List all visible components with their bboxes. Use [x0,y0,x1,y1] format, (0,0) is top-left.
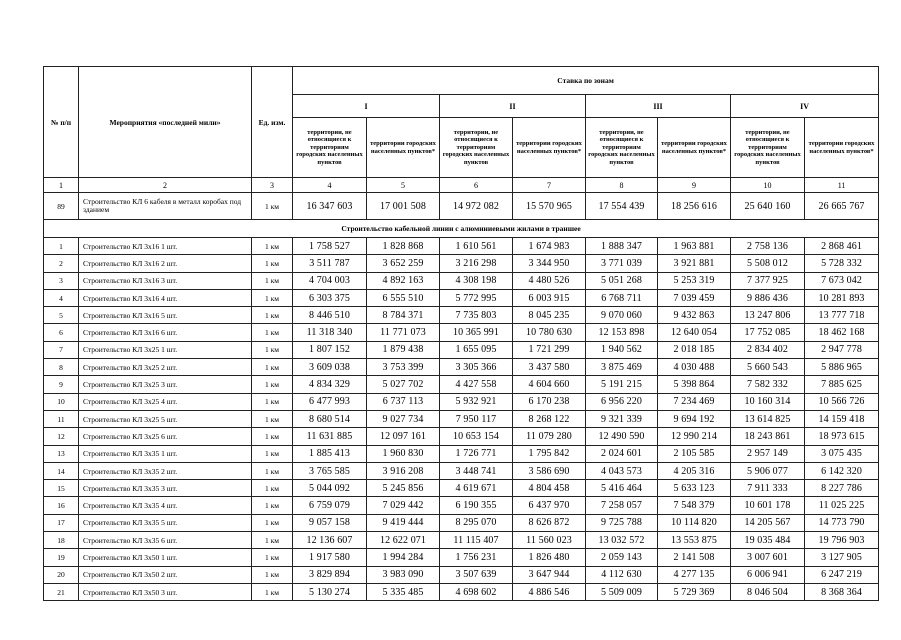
row-value: 26 665 767 [805,193,879,220]
row-number: 14 [44,462,79,479]
row-value: 1 807 152 [293,341,367,358]
row-value: 6 737 113 [367,393,440,410]
row-value: 11 771 073 [367,324,440,341]
row-number: 1 [44,238,79,255]
row-value: 14 972 082 [440,193,513,220]
row-unit: 1 км [252,193,293,220]
row-value: 18 243 861 [731,428,805,445]
row-value: 10 653 154 [440,428,513,445]
table-row [44,307,879,324]
row-measure-name: Строительство КЛ 3х16 3 шт. [79,272,252,289]
row-value: 8 368 364 [805,583,879,600]
row-value: 3 075 435 [805,445,879,462]
row-number: 12 [44,428,79,445]
row-unit: 1 км [252,410,293,427]
row-value: 11 025 225 [805,497,879,514]
row-value: 19 796 903 [805,532,879,549]
row-unit: 1 км [252,583,293,600]
row-value: 3 753 399 [367,359,440,376]
row-value: 10 365 991 [440,324,513,341]
row-value: 11 631 885 [293,428,367,445]
row-value: 6 477 993 [293,393,367,410]
zone-header-2: II [440,95,586,118]
table-row [44,583,879,600]
row-value: 2 947 778 [805,341,879,358]
row-measure-name: Строительство КЛ 3х50 3 шт. [79,583,252,600]
table-row [44,341,879,358]
row-value: 7 548 379 [658,497,731,514]
row-unit: 1 км [252,272,293,289]
row-value: 5 416 464 [586,480,658,497]
row-number: 21 [44,583,79,600]
row-value: 4 480 526 [513,272,586,289]
row-value: 11 318 340 [293,324,367,341]
row-value: 9 057 158 [293,514,367,531]
column-number: 9 [658,178,731,193]
row-value: 6 437 970 [513,497,586,514]
row-number: 5 [44,307,79,324]
row-value: 1 721 299 [513,341,586,358]
row-value: 4 704 003 [293,272,367,289]
row-measure-name: Строительство КЛ 3х16 2 шт. [79,255,252,272]
subheader-outside-zone-3: территории, не относящиеся к территориям городских населенных пунктов [586,118,658,178]
row-value: 8 295 070 [440,514,513,531]
row-value: 13 247 806 [731,307,805,324]
row-value: 7 377 925 [731,272,805,289]
row-value: 2 957 149 [731,445,805,462]
row-value: 9 321 339 [586,410,658,427]
row-value: 12 640 054 [658,324,731,341]
row-value: 9 432 863 [658,307,731,324]
subheader-urban-zone-2: территории городских населенных пунктов* [513,118,586,178]
row-unit: 1 км [252,255,293,272]
row-value: 3 507 639 [440,566,513,583]
row-number: 2 [44,255,79,272]
table-row [44,324,879,341]
row-value: 3 652 259 [367,255,440,272]
subheader-outside-zone-1: территории, не относящиеся к территориям городских населенных пунктов [293,118,367,178]
row-value: 1 940 562 [586,341,658,358]
column-number-row [44,178,879,193]
column-number: 2 [79,178,252,193]
row-value: 6 142 320 [805,462,879,479]
row-value: 1 758 527 [293,238,367,255]
row-value: 4 619 671 [440,480,513,497]
table-row [44,410,879,427]
column-number: 7 [513,178,586,193]
row-number: 3 [44,272,79,289]
column-number: 3 [252,178,293,193]
row-value: 1 610 561 [440,238,513,255]
row-value: 3 586 690 [513,462,586,479]
row-value: 1 726 771 [440,445,513,462]
table-row [44,462,879,479]
row-value: 6 003 915 [513,289,586,306]
row-value: 17 554 439 [586,193,658,220]
row-measure-name: Строительство КЛ 3х50 2 шт. [79,566,252,583]
row-value: 2 834 402 [731,341,805,358]
row-value: 4 804 458 [513,480,586,497]
row-value: 1 994 284 [367,549,440,566]
column-number: 1 [44,178,79,193]
row-value: 12 622 071 [367,532,440,549]
zone-header-4: IV [731,95,879,118]
row-value: 6 555 510 [367,289,440,306]
table-row [44,549,879,566]
row-value: 1 917 580 [293,549,367,566]
row-value: 1 826 480 [513,549,586,566]
column-number: 6 [440,178,513,193]
row-value: 7 911 333 [731,480,805,497]
row-measure-name: Строительство КЛ 3х25 3 шт. [79,376,252,393]
row-value: 1 885 413 [293,445,367,462]
row-value: 5 772 995 [440,289,513,306]
row-value: 2 024 601 [586,445,658,462]
row-value: 13 032 572 [586,532,658,549]
row-value: 19 035 484 [731,532,805,549]
row-value: 5 051 268 [586,272,658,289]
row-value: 6 759 079 [293,497,367,514]
row-value: 3 007 601 [731,549,805,566]
table-row [44,289,879,306]
row-value: 3 647 944 [513,566,586,583]
row-value: 4 112 630 [586,566,658,583]
tariff-table [43,66,879,601]
row-value: 1 888 347 [586,238,658,255]
row-value: 5 130 274 [293,583,367,600]
row-value: 12 136 607 [293,532,367,549]
table-row [44,272,879,289]
table-row [44,238,879,255]
row-unit: 1 км [252,341,293,358]
row-value: 14 159 418 [805,410,879,427]
row-value: 4 892 163 [367,272,440,289]
row-number: 8 [44,359,79,376]
row-value: 1 655 095 [440,341,513,358]
row-value: 1 795 842 [513,445,586,462]
row-value: 2 059 143 [586,549,658,566]
row-measure-name: Строительство КЛ 3х35 5 шт. [79,514,252,531]
column-number: 11 [805,178,879,193]
row-measure-name: Строительство КЛ 3х25 5 шт. [79,410,252,427]
row-measure-name: Строительство КЛ 3х35 3 шт. [79,480,252,497]
row-number: 9 [44,376,79,393]
row-value: 10 601 178 [731,497,805,514]
row-measure-name: Строительство КЛ 3х16 6 шт. [79,324,252,341]
row-value: 6 303 375 [293,289,367,306]
row-measure-name: Строительство КЛ 6 кабеля в металл коробах под зданием [79,193,252,220]
header-measures: Мероприятия «последней мили» [79,67,252,178]
row-value: 1 963 881 [658,238,731,255]
row-unit: 1 км [252,532,293,549]
row-number: 4 [44,289,79,306]
row-value: 9 027 734 [367,410,440,427]
row-value: 3 765 585 [293,462,367,479]
row-value: 8 626 872 [513,514,586,531]
row-number: 20 [44,566,79,583]
table-row [44,393,879,410]
row-measure-name: Строительство КЛ 3х35 4 шт. [79,497,252,514]
table-row [44,428,879,445]
row-value: 5 886 965 [805,359,879,376]
row-unit: 1 км [252,480,293,497]
row-value: 8 784 371 [367,307,440,324]
row-value: 3 916 208 [367,462,440,479]
row-value: 12 990 214 [658,428,731,445]
row-value: 3 771 039 [586,255,658,272]
row-unit: 1 км [252,238,293,255]
row-value: 11 560 023 [513,532,586,549]
row-number: 6 [44,324,79,341]
row-value: 7 234 469 [658,393,731,410]
row-value: 5 335 485 [367,583,440,600]
row-value: 6 006 941 [731,566,805,583]
row-measure-name: Строительство КЛ 3х25 2 шт. [79,359,252,376]
row-value: 9 070 060 [586,307,658,324]
row-value: 17 001 508 [367,193,440,220]
row-unit: 1 км [252,428,293,445]
row-value: 13 553 875 [658,532,731,549]
row-value: 7 582 332 [731,376,805,393]
header-unit: Ед. изм. [252,67,293,178]
table-row [44,497,879,514]
row-value: 25 640 160 [731,193,805,220]
row-value: 7 950 117 [440,410,513,427]
row-value: 5 633 123 [658,480,731,497]
row-value: 16 347 603 [293,193,367,220]
row-value: 5 253 319 [658,272,731,289]
column-number: 8 [586,178,658,193]
row-value: 6 190 355 [440,497,513,514]
row-unit: 1 км [252,497,293,514]
row-value: 17 752 085 [731,324,805,341]
subheader-outside-zone-4: территории, не относящиеся к территориям городских населенных пунктов [731,118,805,178]
row-value: 5 191 215 [586,376,658,393]
row-value: 1 960 830 [367,445,440,462]
row-unit: 1 км [252,514,293,531]
row-value: 14 205 567 [731,514,805,531]
row-value: 10 566 726 [805,393,879,410]
row-value: 5 027 702 [367,376,440,393]
row-unit: 1 км [252,289,293,306]
row-value: 7 885 625 [805,376,879,393]
row-value: 8 680 514 [293,410,367,427]
row-value: 3 829 894 [293,566,367,583]
row-value: 1 674 983 [513,238,586,255]
row-value: 10 780 630 [513,324,586,341]
subheader-outside-zone-2: территории, не относящиеся к территориям городских населенных пунктов [440,118,513,178]
row-value: 13 614 825 [731,410,805,427]
row-value: 18 462 168 [805,324,879,341]
column-number: 5 [367,178,440,193]
row-value: 3 448 741 [440,462,513,479]
row-value: 2 141 508 [658,549,731,566]
row-value: 3 921 881 [658,255,731,272]
row-value: 15 570 965 [513,193,586,220]
column-number: 10 [731,178,805,193]
row-value: 5 508 012 [731,255,805,272]
row-value: 2 105 585 [658,445,731,462]
row-value: 1 879 438 [367,341,440,358]
row-measure-name: Строительство КЛ 3х25 4 шт. [79,393,252,410]
row-value: 3 437 580 [513,359,586,376]
row-value: 3 875 469 [586,359,658,376]
row-number: 11 [44,410,79,427]
row-value: 3 216 298 [440,255,513,272]
row-value: 7 039 459 [658,289,731,306]
row-number: 7 [44,341,79,358]
row-value: 7 673 042 [805,272,879,289]
row-value: 3 127 905 [805,549,879,566]
row-value: 5 729 369 [658,583,731,600]
row-value: 8 046 504 [731,583,805,600]
row-value: 2 758 136 [731,238,805,255]
row-value: 2 018 185 [658,341,731,358]
row-value: 4 698 602 [440,583,513,600]
row-value: 5 398 864 [658,376,731,393]
row-measure-name: Строительство КЛ 3х16 1 шт. [79,238,252,255]
row-unit: 1 км [252,393,293,410]
header-number: № п/п [44,67,79,178]
row-value: 18 973 615 [805,428,879,445]
section-title: Строительство кабельной линии с алюминиевыми жилами в траншее [44,220,879,238]
row-value: 6 247 219 [805,566,879,583]
subheader-urban-zone-3: территории городских населенных пунктов* [658,118,731,178]
row-unit: 1 км [252,566,293,583]
row-value: 1 756 231 [440,549,513,566]
row-value: 10 114 820 [658,514,731,531]
table-row [44,532,879,549]
row-value: 4 427 558 [440,376,513,393]
subheader-urban-zone-1: территории городских населенных пунктов* [367,118,440,178]
row-measure-name: Строительство КЛ 3х35 2 шт. [79,462,252,479]
row-measure-name: Строительство КЛ 3х25 6 шт. [79,428,252,445]
row-value: 13 777 718 [805,307,879,324]
row-value: 3 511 787 [293,255,367,272]
row-measure-name: Строительство КЛ 3х50 1 шт. [79,549,252,566]
subheader-urban-zone-4: территории городских населенных пунктов* [805,118,879,178]
row-value: 4 030 488 [658,359,731,376]
row-unit: 1 км [252,462,293,479]
table-row [44,376,879,393]
row-value: 5 728 332 [805,255,879,272]
row-value: 14 773 790 [805,514,879,531]
row-value: 8 268 122 [513,410,586,427]
row-value: 12 490 590 [586,428,658,445]
row-measure-name: Строительство КЛ 3х35 1 шт. [79,445,252,462]
row-value: 9 886 436 [731,289,805,306]
row-unit: 1 км [252,549,293,566]
row-value: 4 277 135 [658,566,731,583]
row-value: 3 305 366 [440,359,513,376]
column-number: 4 [293,178,367,193]
row-value: 5 044 092 [293,480,367,497]
table-row [44,514,879,531]
row-number: 16 [44,497,79,514]
row-value: 4 886 546 [513,583,586,600]
row-value: 4 205 316 [658,462,731,479]
row-number: 89 [44,193,79,220]
table-row [44,480,879,497]
row-value: 7 735 803 [440,307,513,324]
row-value: 6 170 238 [513,393,586,410]
row-unit: 1 км [252,324,293,341]
row-value: 6 956 220 [586,393,658,410]
zone-header-3: III [586,95,731,118]
row-value: 7 029 442 [367,497,440,514]
row-value: 5 660 543 [731,359,805,376]
table-row-special [44,193,879,220]
row-value: 7 258 057 [586,497,658,514]
zone-header-1: I [293,95,440,118]
table-row [44,566,879,583]
row-value: 8 045 235 [513,307,586,324]
table-row [44,445,879,462]
row-value: 9 725 788 [586,514,658,531]
row-value: 9 694 192 [658,410,731,427]
row-value: 11 079 280 [513,428,586,445]
row-unit: 1 км [252,359,293,376]
row-value: 12 153 898 [586,324,658,341]
row-number: 19 [44,549,79,566]
row-value: 11 115 407 [440,532,513,549]
row-value: 2 868 461 [805,238,879,255]
row-value: 3 983 090 [367,566,440,583]
row-measure-name: Строительство КЛ 3х25 1 шт. [79,341,252,358]
row-value: 5 932 921 [440,393,513,410]
row-value: 12 097 161 [367,428,440,445]
row-value: 5 906 077 [731,462,805,479]
row-number: 13 [44,445,79,462]
row-value: 4 043 573 [586,462,658,479]
row-value: 4 604 660 [513,376,586,393]
row-value: 4 308 198 [440,272,513,289]
row-unit: 1 км [252,307,293,324]
row-value: 10 160 314 [731,393,805,410]
row-measure-name: Строительство КЛ 3х16 5 шт. [79,307,252,324]
row-number: 10 [44,393,79,410]
row-value: 4 834 329 [293,376,367,393]
row-measure-name: Строительство КЛ 3х35 6 шт. [79,532,252,549]
row-value: 5 509 009 [586,583,658,600]
row-value: 5 245 856 [367,480,440,497]
table-row [44,255,879,272]
row-number: 15 [44,480,79,497]
header-rate-by-zones: Ставка по зонам [293,67,879,95]
row-measure-name: Строительство КЛ 3х16 4 шт. [79,289,252,306]
row-number: 18 [44,532,79,549]
row-value: 8 227 786 [805,480,879,497]
row-value: 1 828 868 [367,238,440,255]
row-unit: 1 км [252,445,293,462]
row-value: 10 281 893 [805,289,879,306]
row-unit: 1 км [252,376,293,393]
row-value: 3 344 950 [513,255,586,272]
row-number: 17 [44,514,79,531]
row-value: 8 446 510 [293,307,367,324]
table-row [44,359,879,376]
row-value: 3 609 038 [293,359,367,376]
row-value: 9 419 444 [367,514,440,531]
row-value: 6 768 711 [586,289,658,306]
row-value: 18 256 616 [658,193,731,220]
